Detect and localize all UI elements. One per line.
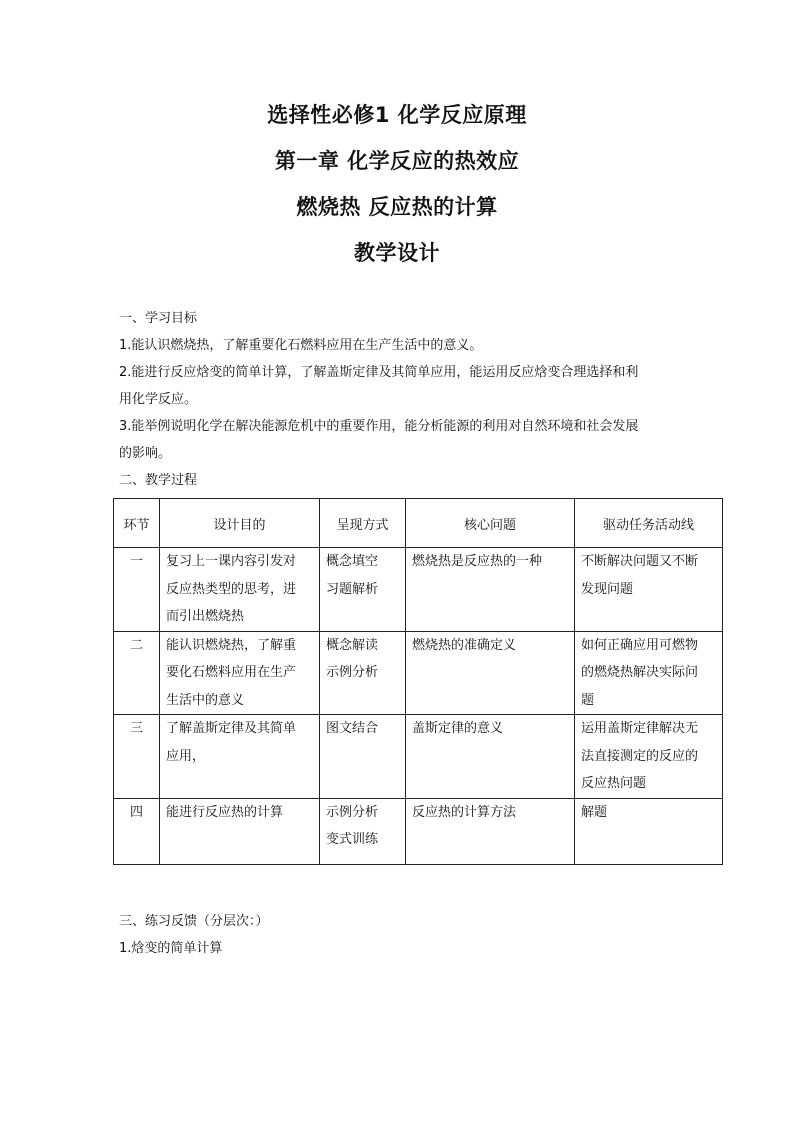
cell-line: 要化石燃料应用在生产 bbox=[166, 665, 297, 680]
question-cell bbox=[406, 715, 575, 799]
feedback-heading: 三、练习反馈（分层次：） bbox=[119, 914, 269, 929]
table-row bbox=[114, 715, 723, 799]
cell-line: 了解盖斯定律及其简单 bbox=[166, 721, 297, 736]
cell-line: 不断解决问题又不断 bbox=[581, 554, 699, 569]
cell-line: 法直接测定的反应的 bbox=[581, 748, 699, 764]
feedback-item: 1.焓变的简单计算 bbox=[119, 941, 223, 956]
task-cell bbox=[575, 548, 723, 632]
method-cell bbox=[320, 798, 406, 864]
course-title: 选择性必修1 化学反应原理 bbox=[267, 103, 527, 127]
objective-line: 的影响。 bbox=[119, 446, 172, 461]
cell-line: 应用， bbox=[166, 748, 206, 764]
process-heading: 二、教学过程 bbox=[119, 473, 198, 488]
table-row bbox=[114, 548, 723, 632]
lesson-title: 燃烧热 反应热的计算 bbox=[296, 195, 498, 219]
question-cell bbox=[406, 631, 575, 715]
task-cell bbox=[575, 798, 723, 864]
method-cell bbox=[320, 715, 406, 799]
cell-line: 的燃烧热解决实际问 bbox=[581, 665, 699, 680]
col-header-stage: 环节 bbox=[114, 499, 160, 548]
cell-line: 解题 bbox=[581, 804, 608, 820]
stage-cell: 一 bbox=[114, 548, 160, 632]
stage-cell: 四 bbox=[114, 798, 160, 864]
cell-line: 复习上一课内容引发对 bbox=[166, 554, 297, 569]
title-block bbox=[0, 92, 794, 276]
cell-line: 燃烧热的准确定义 bbox=[412, 637, 517, 653]
chapter-title: 第一章 化学反应的热效应 bbox=[274, 149, 520, 173]
cell-line: 概念填空 bbox=[326, 554, 379, 569]
cell-line: 示例分析 bbox=[326, 665, 379, 680]
purpose-cell bbox=[160, 798, 320, 864]
task-cell bbox=[575, 631, 723, 715]
objective-line: 3.能举例说明化学在解决能源危机中的重要作用，能分析能源的利用对自然环境和社会发展 bbox=[119, 419, 639, 434]
table-header-row bbox=[114, 499, 723, 548]
objectives-section bbox=[119, 305, 699, 494]
cell-line: 能进行反应热的计算 bbox=[166, 804, 284, 820]
objectives-heading: 一、学习目标 bbox=[119, 311, 198, 326]
stage-cell: 三 bbox=[114, 715, 160, 799]
feedback-section bbox=[119, 908, 699, 962]
objective-line: 1.能认识燃烧热，了解重要化石燃料应用在生产生活中的意义。 bbox=[119, 338, 483, 353]
col-header-purpose: 设计目的 bbox=[160, 499, 320, 548]
cell-line: 发现问题 bbox=[581, 581, 634, 597]
cell-line: 生活中的意义 bbox=[166, 692, 245, 708]
col-header-task: 驱动任务活动线 bbox=[575, 499, 723, 548]
col-header-method: 呈现方式 bbox=[320, 499, 406, 548]
cell-line: 而引出燃烧热 bbox=[166, 609, 245, 624]
table-row bbox=[114, 798, 723, 864]
purpose-cell bbox=[160, 715, 320, 799]
purpose-cell bbox=[160, 548, 320, 632]
question-cell bbox=[406, 548, 575, 632]
cell-line: 燃烧热是反应热的一种 bbox=[412, 554, 543, 569]
cell-line: 概念解读 bbox=[326, 637, 379, 653]
method-cell bbox=[320, 631, 406, 715]
purpose-cell bbox=[160, 631, 320, 715]
cell-line: 示例分析 bbox=[326, 804, 379, 820]
cell-line: 盖斯定律的意义 bbox=[412, 721, 504, 736]
cell-line: 题 bbox=[581, 692, 595, 708]
cell-line: 运用盖斯定律解决无 bbox=[581, 721, 699, 736]
cell-line: 习题解析 bbox=[326, 581, 379, 597]
col-header-question: 核心问题 bbox=[406, 499, 575, 548]
cell-line: 反应热问题 bbox=[581, 776, 647, 791]
table-row bbox=[114, 631, 723, 715]
objective-line: 用化学反应。 bbox=[119, 392, 198, 407]
cell-line: 能认识燃烧热，了解重 bbox=[166, 637, 297, 653]
doc-type-title: 教学设计 bbox=[354, 241, 440, 265]
cell-line: 图文结合 bbox=[326, 721, 379, 736]
cell-line: 反应热的计算方法 bbox=[412, 804, 517, 820]
task-cell bbox=[575, 715, 723, 799]
teaching-process-table bbox=[113, 498, 723, 865]
stage-cell: 二 bbox=[114, 631, 160, 715]
question-cell bbox=[406, 798, 575, 864]
cell-line: 如何正确应用可燃物 bbox=[581, 637, 699, 653]
objective-line: 2.能进行反应焓变的简单计算，了解盖斯定律及其简单应用，能运用反应焓变合理选择和利 bbox=[119, 365, 639, 380]
method-cell bbox=[320, 548, 406, 632]
cell-line: 反应热类型的思考，进 bbox=[166, 581, 297, 597]
cell-line: 变式训练 bbox=[326, 832, 379, 847]
